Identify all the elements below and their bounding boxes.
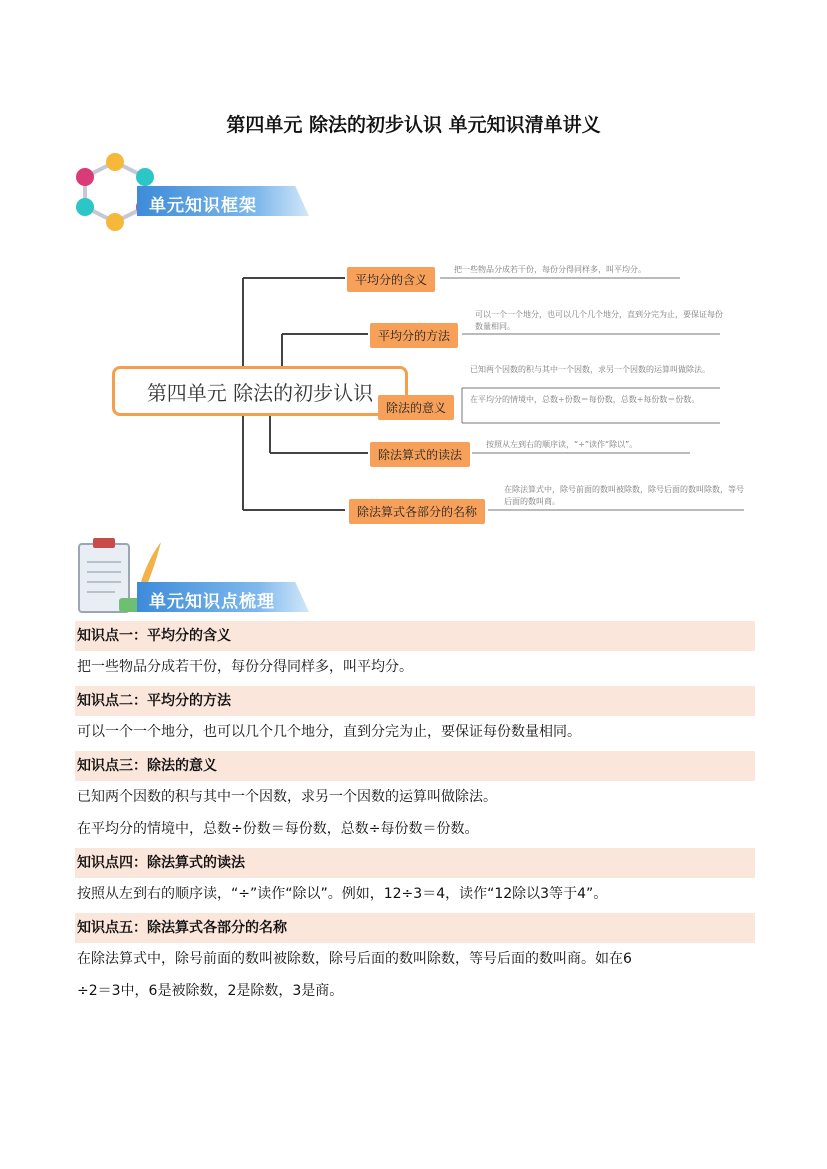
mindmap-node-3: 除法的意义 xyxy=(378,395,454,420)
banner-label: 单元知识框架 xyxy=(149,196,257,216)
point-line: 按照从左到右的顺序读，“÷”读作“除以”。例如，12÷3＝4，读作“12除以3等于4”。 xyxy=(77,886,608,902)
point-head: 知识点四：除法算式的读法 xyxy=(75,848,755,878)
point-line: 已知两个因数的积与其中一个因数，求另一个因数的运算叫做除法。 xyxy=(77,789,497,805)
banner-label: 单元知识点梳理 xyxy=(149,592,275,612)
point-5 xyxy=(75,913,755,1007)
mindmap-center: 第四单元 除法的初步认识 xyxy=(112,366,408,416)
point-head: 知识点三：除法的意义 xyxy=(75,751,755,781)
point-head: 知识点二：平均分的方法 xyxy=(75,686,755,716)
point-1 xyxy=(75,621,755,683)
point-head: 知识点一：平均分的含义 xyxy=(75,621,755,651)
point-4 xyxy=(75,848,755,910)
mindmap-node-5: 除法算式各部分的名称 xyxy=(349,499,485,524)
section-banner-points xyxy=(75,578,315,612)
point-line: 在除法算式中，除号前面的数叫被除数，除号后面的数叫除数，等号后面的数叫商。如在6 xyxy=(77,951,632,967)
mindmap-note-2: 可以一个一个地分，也可以几个几个地分，直到分完为止，要保证每份数量相同。 xyxy=(475,310,723,331)
point-line: ÷2＝3中，6是被除数，2是除数，3是商。 xyxy=(77,983,344,999)
point-line: 可以一个一个地分，也可以几个几个地分，直到分完为止，要保证每份数量相同。 xyxy=(77,724,581,740)
mindmap-note-5: 在除法算式中，除号前面的数叫被除数，除号后面的数叫除数，等号后面的数叫商。 xyxy=(504,485,744,506)
point-3 xyxy=(75,751,755,845)
mindmap-note-3b: 在平均分的情境中，总数÷份数＝每份数，总数÷每份数＝份数。 xyxy=(470,395,700,404)
mindmap-note-1: 把一些物品分成若干份，每份分得同样多，叫平均分。 xyxy=(454,265,646,274)
mindmap-node-1: 平均分的含义 xyxy=(347,267,435,292)
point-line: 把一些物品分成若干份，每份分得同样多，叫平均分。 xyxy=(77,659,413,675)
mindmap-node-4: 除法算式的读法 xyxy=(370,442,470,467)
page-title: 第四单元 除法的初步认识 单元知识清单讲义 xyxy=(226,114,601,136)
point-2 xyxy=(75,686,755,748)
point-head: 知识点五：除法算式各部分的名称 xyxy=(75,913,755,943)
mindmap-node-2: 平均分的方法 xyxy=(370,323,458,348)
mindmap-note-4: 按照从左到右的顺序读，“÷”读作“除以”。 xyxy=(486,440,638,449)
point-line: 在平均分的情境中，总数÷份数＝每份数，总数÷每份数＝份数。 xyxy=(77,821,479,837)
mindmap-note-3a: 已知两个因数的积与其中一个因数，求另一个因数的运算叫做除法。 xyxy=(470,365,710,374)
